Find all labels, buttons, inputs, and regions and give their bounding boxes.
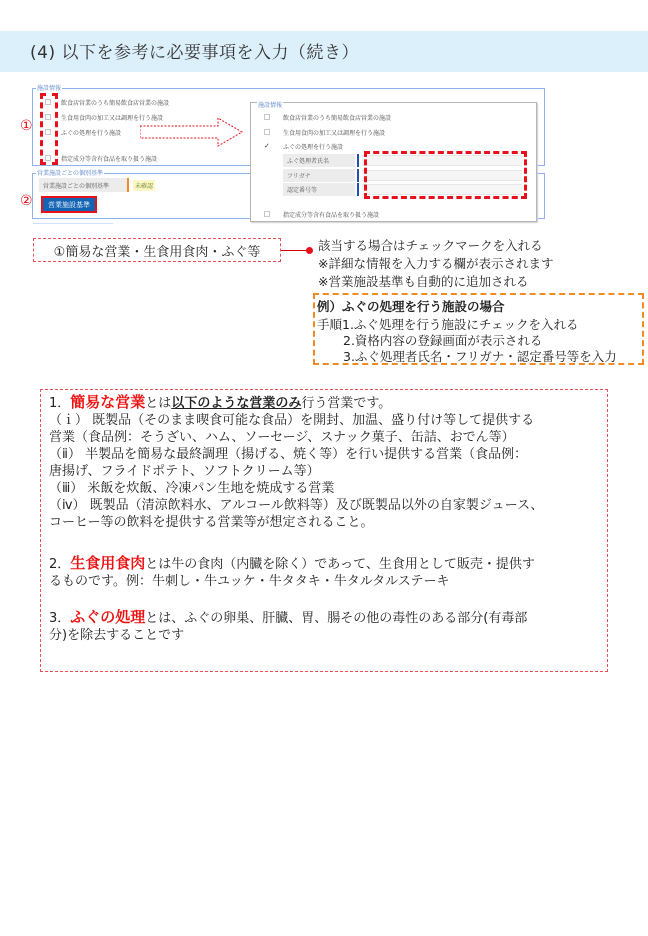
- highlight-checkboxes-box: [40, 93, 58, 165]
- field-label: ふぐ処理者氏名: [283, 154, 355, 167]
- checkbox-row-designated-ingredients[interactable]: [264, 209, 379, 219]
- checkbox-row-simple-food[interactable]: [45, 97, 169, 107]
- example-step: 3.ふぐ処理者氏名・フリガナ・認定番号等を入力: [343, 349, 617, 364]
- standards-row: [39, 178, 155, 192]
- checkbox-row-raw-meat[interactable]: [264, 127, 385, 137]
- checkbox[interactable]: [264, 211, 270, 217]
- term-fugu-processing: ふぐの処理: [70, 608, 146, 626]
- example-box: [313, 293, 644, 365]
- checkbox-label: 指定成分等含有食品を取り扱う施設: [283, 211, 380, 219]
- facility-info-legend: 施設情報: [37, 85, 62, 92]
- definition-line: （ⅱ） 半製品を簡易な最終調理（揚げる、焼く等）を行い提供する営業（食品例：: [49, 447, 528, 462]
- right-facility-info-legend: 施設情報: [258, 102, 283, 109]
- standards-legend: 営業施設ごとの個別基準: [37, 170, 104, 177]
- checkbox-label: 飲食店営業のうち簡易飲食店営業の施設: [61, 99, 170, 107]
- field-label: 認定番号等: [283, 183, 355, 196]
- checkbox-label: 生食用食肉の加工又は調理を行う施設: [61, 114, 164, 122]
- note-line: 該当する場合はチェックマークを入れる: [318, 238, 543, 253]
- definition-line: 唐揚げ、フライドポテト、ソフトクリーム等）: [49, 464, 320, 479]
- section-title: (4) 以下を参考に必要事項を入力（続き）: [30, 43, 359, 63]
- term-simple-business: 簡易な営業: [70, 393, 146, 411]
- field-label: フリガナ: [283, 169, 355, 182]
- definition-line: 営業（食品例：そうざい、ハム、ソーセージ、スナック菓子、缶詰、おでん等）: [49, 430, 515, 445]
- marker-2: ②: [20, 193, 33, 209]
- facility-standards-button[interactable]: 営業施設基準: [41, 196, 97, 213]
- marker-1: ①: [20, 118, 33, 134]
- checkbox-row-simple-food[interactable]: [264, 112, 391, 122]
- definition-line: （ⅲ） 米飯を炊飯、冷凍パン生地を焼成する営業: [49, 481, 335, 496]
- definitions-box: [40, 389, 608, 672]
- definition-3: 3．ふぐの処理とは、ふぐの卵巣、肝臓、胃、腸その他の毒性のある部分(有毒部: [49, 608, 528, 626]
- definition-2: 2．生食用食肉とは牛の食肉（内臓を除く）であって、生食用として販売・提供す: [49, 554, 535, 572]
- standards-row-label: 営業施設ごとの個別基準: [39, 178, 127, 192]
- connector-line: [281, 250, 308, 251]
- definition-1-heading: 1．簡易な営業とは以下のような営業のみ行う営業です。: [49, 393, 392, 411]
- term-raw-meat: 生食用食肉: [70, 554, 146, 572]
- checkbox-row-fugu[interactable]: [264, 141, 343, 151]
- example-step: 2.資格内容の登録画面が表示される: [343, 333, 543, 348]
- definition-line: （ｉ） 既製品（そのまま喫食可能な食品）を開封、加温、盛り付け等して提供する: [49, 413, 535, 428]
- emphasis-text: 以下のような営業のみ: [171, 396, 302, 411]
- note-line: ※詳細な情報を入力する欄が表示されます: [318, 256, 554, 271]
- checkbox[interactable]: [264, 114, 270, 120]
- definition-line: るものです。例：牛刺し・牛ユッケ・牛タタキ・牛タルタルステーキ: [49, 574, 450, 589]
- checkbox[interactable]: [264, 129, 270, 135]
- connector-dot: [306, 247, 313, 254]
- checkbox-label: ふぐの処理を行う施設: [61, 129, 122, 137]
- standards-status-badge: 未確認: [133, 180, 155, 191]
- required-bar: [357, 169, 359, 182]
- required-bar: [357, 183, 359, 196]
- required-bar: [357, 154, 359, 167]
- callout-label-box: ①簡易な営業・生食用食肉・ふぐ等: [33, 238, 281, 262]
- required-bar: [127, 178, 129, 192]
- checkbox-label: 飲食店営業のうち簡易飲食店営業の施設: [283, 114, 392, 122]
- callout-notes: [318, 237, 553, 291]
- checkbox-row-designated-ingredients[interactable]: [45, 153, 157, 163]
- example-title: 例）ふぐの処理を行う施設の場合: [317, 299, 505, 314]
- example-step: 手順1.ふぐ処理を行う施設にチェックを入れる: [317, 317, 579, 332]
- checkbox-label: 生食用食肉の加工又は調理を行う施設: [283, 129, 386, 137]
- dashed-arrow-icon: [140, 117, 244, 147]
- checkmark-icon[interactable]: ✓: [264, 142, 270, 150]
- checkbox-label: 指定成分等含有食品を取り扱う施設: [61, 155, 158, 163]
- definition-line: コーヒー等の飲料を提供する営業等が想定されること。: [49, 515, 374, 530]
- right-screenshot: [250, 102, 537, 222]
- definition-line: 分)を除去することです: [49, 628, 185, 643]
- checkbox-label: ふぐの処理を行う施設: [283, 143, 344, 151]
- note-line: ※営業施設基準も自動的に追加される: [318, 274, 529, 289]
- definition-line: （ⅳ） 既製品（清涼飲料水、アルコール飲料等）及び既製品以外の自家製ジュース、: [49, 498, 544, 513]
- highlight-input-box: [364, 151, 527, 199]
